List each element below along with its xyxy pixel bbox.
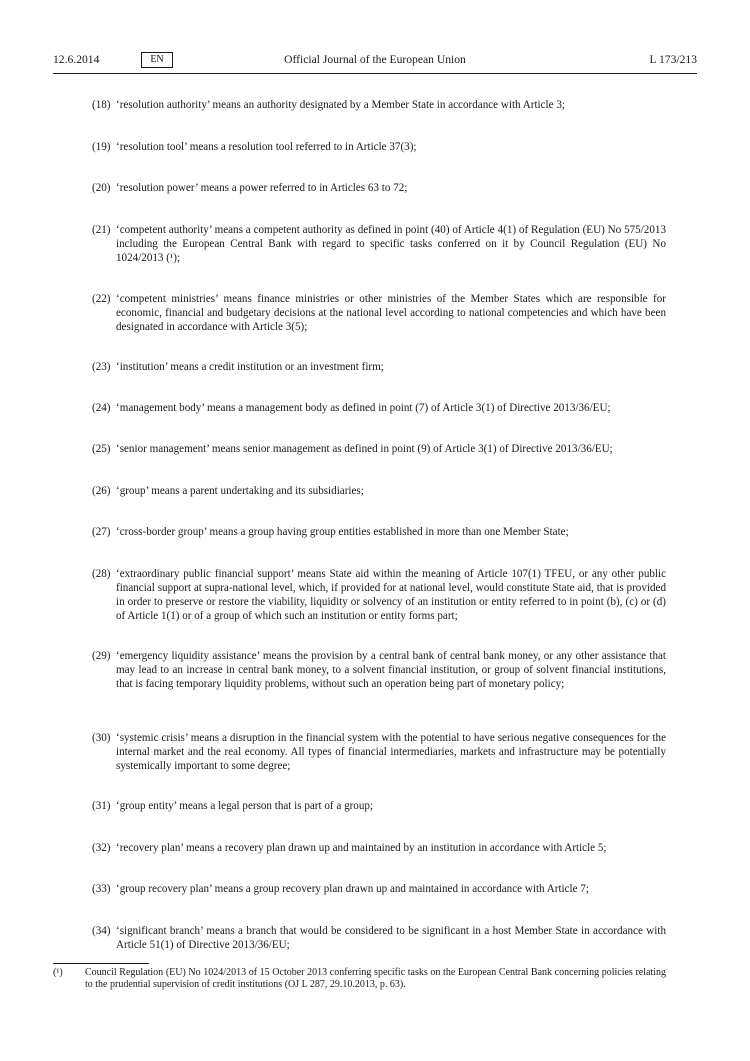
item-number: (24) xyxy=(92,402,111,414)
item-text: ‘cross-border group’ means a group having group entities established in more than one Member State; xyxy=(116,526,569,538)
definition-item xyxy=(92,141,666,155)
definition-item xyxy=(92,650,666,692)
item-text: ‘institution’ means a credit institution or an investment firm; xyxy=(116,361,384,373)
definition-item xyxy=(92,443,666,457)
definition-item xyxy=(92,182,666,196)
definition-item xyxy=(92,883,666,897)
item-number: (32) xyxy=(92,842,111,854)
header-divider xyxy=(53,73,697,74)
definition-item xyxy=(92,224,666,266)
footnote-number: (¹) xyxy=(53,967,63,978)
item-number: (30) xyxy=(92,732,111,744)
item-number: (25) xyxy=(92,443,111,455)
definition-item xyxy=(92,925,666,953)
item-text: ‘recovery plan’ means a recovery plan drawn up and maintained by an institution in accordance with Article 5; xyxy=(116,842,607,854)
publication-date: 12.6.2014 xyxy=(53,53,100,66)
item-text: ‘emergency liquidity assistance’ means the provision by a central bank of central bank money, or any other assistance that may lead to an increase in central bank money, to a solvent financial institution, or group of solvent financial institutions, that is facing temporary liquidity problems, without such an operation being part of monetary policy; xyxy=(116,650,666,690)
definition-item xyxy=(92,526,666,540)
definition-item xyxy=(92,402,666,416)
page-reference: L 173/213 xyxy=(649,53,697,66)
item-text: ‘senior management’ means senior management as defined in point (9) of Article 3(1) of Directive 2013/36/EU; xyxy=(116,443,613,455)
item-text: ‘resolution authority’ means an authority designated by a Member State in accordance with Article 3; xyxy=(116,99,565,111)
definition-item xyxy=(92,99,666,113)
item-text: ‘group’ means a parent undertaking and its subsidiaries; xyxy=(116,485,364,497)
page-header xyxy=(53,53,697,69)
item-number: (31) xyxy=(92,800,111,812)
definition-item xyxy=(92,800,666,814)
definition-item xyxy=(92,485,666,499)
item-number: (28) xyxy=(92,568,111,580)
definition-item xyxy=(92,842,666,856)
item-number: (26) xyxy=(92,485,111,497)
language-badge: EN xyxy=(141,52,173,68)
item-text: ‘extraordinary public financial support’ means State aid within the meaning of Article 107(1) TFEU, or any other public financial support at supra-national level, which, if provided for at national level, would constitute State aid, that is provided in order to preserve or restore the viability, liquidity or solvency of an institution or entity referred to in point (b), (c) or (d) of Article 1(1) or of a group of which such an institution or entity forms part; xyxy=(116,568,666,622)
footnote-text: Council Regulation (EU) No 1024/2013 of 15 October 2013 conferring specific tasks on the European Central Bank concerning policies relating to the prudential supervision of credit institutions (OJ L 287, 29.10.2013, p. 63). xyxy=(85,967,666,990)
item-number: (34) xyxy=(92,925,111,937)
item-number: (29) xyxy=(92,650,111,662)
definition-item xyxy=(92,293,666,335)
item-number: (27) xyxy=(92,526,111,538)
item-number: (22) xyxy=(92,293,111,305)
item-text: ‘systemic crisis’ means a disruption in the financial system with the potential to have serious negative consequences for the internal market and the real economy. All types of financial intermediaries, markets and infrastructure may be potentially systemically important to some degree; xyxy=(116,732,666,772)
item-text: ‘competent authority’ means a competent authority as defined in point (40) of Article 4(1) of Regulation (EU) No 575/2013 including the European Central Bank with regard to specific tasks conferred on it by Council Regulation (EU) No 1024/2013 (¹); xyxy=(116,224,666,264)
definition-item xyxy=(92,361,666,375)
item-text: ‘resolution power’ means a power referred to in Articles 63 to 72; xyxy=(116,182,408,194)
item-number: (23) xyxy=(92,361,111,373)
item-text: ‘group entity’ means a legal person that is part of a group; xyxy=(116,800,374,812)
item-text: ‘management body’ means a management body as defined in point (7) of Article 3(1) of Directive 2013/36/EU; xyxy=(116,402,611,414)
journal-title: Official Journal of the European Union xyxy=(284,53,466,66)
footnote-divider xyxy=(53,963,149,964)
item-text: ‘competent ministries’ means finance ministries or other ministries of the Member States which are responsible for economic, financial and budgetary decisions at the national level according to national competencies and which have been designated in accordance with Article 3(5); xyxy=(116,293,666,333)
item-text: ‘group recovery plan’ means a group recovery plan drawn up and maintained in accordance with Article 7; xyxy=(116,883,589,895)
item-number: (18) xyxy=(92,99,111,111)
item-number: (21) xyxy=(92,224,111,236)
definition-item xyxy=(92,568,666,624)
item-number: (19) xyxy=(92,141,111,153)
item-number: (33) xyxy=(92,883,111,895)
item-number: (20) xyxy=(92,182,111,194)
item-text: ‘significant branch’ means a branch that would be considered to be significant in a host Member State in accordance with Article 51(1) of Directive 2013/36/EU; xyxy=(116,925,666,951)
definition-item xyxy=(92,732,666,774)
item-text: ‘resolution tool’ means a resolution tool referred to in Article 37(3); xyxy=(116,141,417,153)
footnote xyxy=(53,967,666,991)
